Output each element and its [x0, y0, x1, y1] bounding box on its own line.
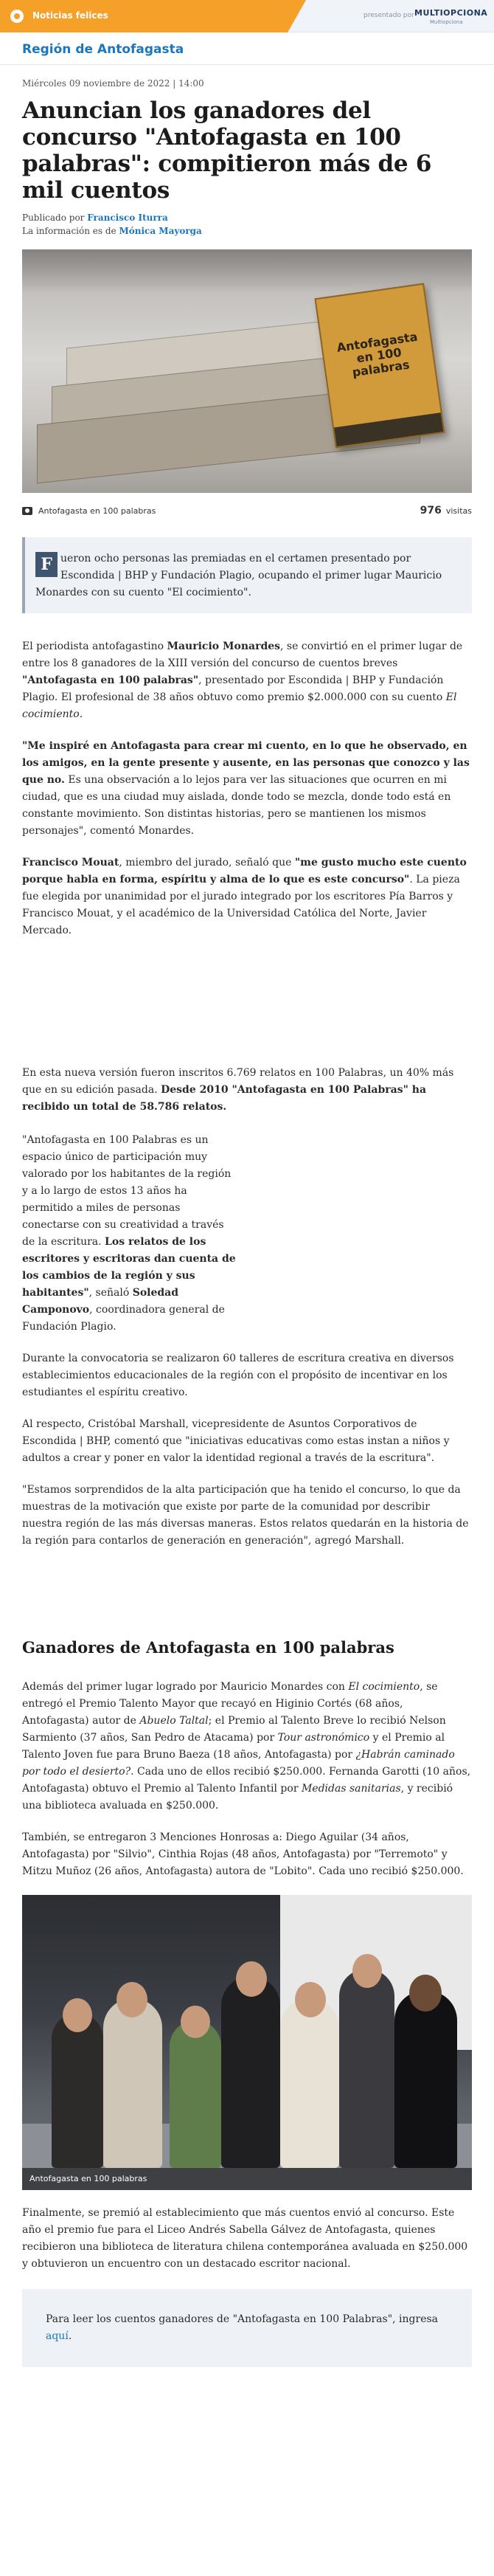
lead-summary	[22, 537, 472, 613]
person	[170, 2020, 221, 2168]
author-link[interactable]: Francisco Iturra	[87, 213, 168, 223]
image-caption-row	[22, 503, 472, 518]
book-title: Antofagasta en 100 palabras	[335, 329, 419, 380]
section-link[interactable]: Región de Antofagasta	[22, 42, 184, 57]
photo-caption: Antofagasta en 100 palabras	[22, 2168, 472, 2190]
paragraph: En esta nueva versión fueron inscritos 6.769 relatos en 100 Palabras, un 40% más que en su edición pasada. Desde 2010 "Antofagasta en 100 Palabras" ha recibido un total de 58.786 relatos.	[22, 1067, 454, 1113]
published-by-label: Publicado por	[22, 213, 85, 223]
byline	[22, 211, 472, 238]
paragraph: "Estamos sorprendidos de la alta participación que ha tenido el concurso, lo que da muestras de la motivación que existe por parte de la comunidad por describir nuestra región de las más diversas maneras. Estos relatos quedarán en la historia de la región para contarlos de generación en generación", agregó Marshall.	[22, 1484, 469, 1547]
person	[394, 1991, 457, 2168]
image-caption: Antofagasta en 100 palabras	[38, 505, 156, 516]
paragraph: Durante la convocatoria se realizaron 60 talleres de escritura creativa en diversos establecimientos educacionales de la región con el propósito de incentivar en los estudiantes el espíritu creativo.	[22, 1353, 454, 1398]
section-heading: Ganadores de Antofagasta en 100 palabras	[22, 1638, 394, 1657]
source-link[interactable]: Mónica Mayorga	[119, 226, 202, 236]
presented-by-label: presentado por	[363, 12, 414, 19]
section-header	[0, 32, 494, 65]
sponsor-logo[interactable]: MULTIOPCIONA	[414, 8, 488, 18]
lead-text: ueron ocho personas las premiadas en el certamen presentado por Escondida | BHP y Fundación Plagio, ocupando el primer lugar Mauricio Monardes con su cuento "El cocimiento".	[35, 553, 442, 598]
read-stories-link[interactable]: aquí	[46, 2330, 69, 2342]
person	[221, 1976, 280, 2168]
book-cover	[314, 283, 445, 449]
paragraph: Francisco Mouat, miembro del jurado, señaló que "me gusto mucho este cuento porque habla en forma, espíritu y alma de lo que es este concurso". La pieza fue elegida por unanimidad por el jurado integrado por los escritores Pía Barros y Francisco Mouat, y el académico de la Universidad Católica del Norte, Javier Mercado.	[22, 857, 467, 936]
person	[339, 1969, 394, 2168]
person	[103, 1998, 162, 2168]
article-date: Miércoles 09 noviembre de 2022 | 14:00	[22, 78, 204, 89]
visits-count: 976	[420, 505, 442, 517]
hero-image	[22, 249, 472, 493]
paragraph: También, se entregaron 3 Menciones Honrosas a: Diego Aguilar (34 años, Antofagasta) por "Silvio", Cinthia Rojas (48 años, Antofagasta) por "Terremoto" y Mitzu Muñoz (26 años, Antofagasta) autora de "Lobito". Cada uno recibió $250.000.	[22, 1831, 464, 1877]
paragraph: Además del primer lugar logrado por Mauricio Monardes con El cocimiento, se entregó el Premio Talento Mayor que recayó en Higinio Cortés (68 años, Antofagasta) autor de Abuelo Taltal; el Premio al Talento Breve lo recibió Nelson Sarmiento (37 años, San Pedro de Atacama) por Tour astronómico y el Premio al Talento Joven fue para Bruno Baeza (18 años, Antofagasta) por ¿Habrán caminado por todo el desierto?. Cada uno de ellos recibió $250.000. Fernanda Garotti (10 años, Antofagasta) obtuvo el Premio al Talento Infantil por Medidas sanitarias, y recibió una biblioteca avaluada en $250.000.	[22, 1681, 471, 1812]
paragraph: "Antofagasta en 100 Palabras es un espacio único de participación muy valorado por los habitantes de la región y a lo largo de estos 13 años ha permitido a miles de personas conectarse con su creatividad a través de la escritura. Los relatos de los escritores y escritoras dan cuenta de los cambios de la región y sus habitantes", señaló Soledad Camponovo, coordinadora general de Fundación Plagio.	[22, 1134, 236, 1333]
person	[52, 2013, 103, 2168]
paragraph: El periodista antofagastino Mauricio Monardes, se convirtió en el primer lugar de entre los 8 ganadores de la XIII versión del concurso de cuentos breves "Antofagasta en 100 palabras", presentado por Escondida | BHP y Fundación Plagio. El profesional de 38 años obtuvo como premio $2.000.000 con su cuento El cocimiento.	[22, 640, 463, 720]
winners-photo	[22, 1895, 472, 2190]
camera-icon	[22, 507, 32, 515]
paragraph: Finalmente, se premió al establecimiento que más cuentos envió al concurso. Este año el premio fue para el Liceo Andrés Sabella Gálvez de Antofagasta, quienes recibieron una biblioteca de literatura chilena contemporánea avaluada en $250.000 y obtuvieron un encuentro con un destacado escritor nacional.	[22, 2207, 468, 2270]
article	[0, 78, 494, 2367]
brand-logo-icon[interactable]	[9, 8, 25, 24]
info-label: La información es de	[22, 226, 116, 236]
visit-counter	[420, 505, 472, 517]
brand-name[interactable]: Noticias felices	[32, 10, 108, 21]
person	[280, 1998, 339, 2168]
visits-label: visitas	[445, 506, 472, 516]
top-bar	[0, 0, 494, 32]
article-title: Anuncian los ganadores del concurso "Antofagasta en 100 palabras": compitieron más de 6 mil cuentos	[22, 97, 432, 204]
paragraph: "Me inspiré en Antofagasta para crear mi cuento, en lo que he observado, en los amigos, en la gente presente y ausente, en las personas que conozco y las que no. Es una observación a lo lejos para ver las situaciones que ocurren en mi ciudad, que es una ciudad muy aislada, donde todo se mezcla, donde todo está en constante movimiento. Son distintas historias, pero se mantienen los mismos personajes", comentó Monardes.	[22, 740, 470, 837]
paragraph: Al respecto, Cristóbal Marshall, vicepresidente de Asuntos Corporativos de Escondida | BHP, comentó que "iniciativas educativas como estas instan a niños y adultos a crear y poner en valor la identidad regional a través de la escritura".	[22, 1418, 450, 1464]
ad-slot	[22, 939, 472, 1050]
drop-cap: F	[35, 552, 58, 577]
read-more-box: Para leer los cuentos ganadores de "Antofagasta en 100 Palabras", ingresa aquí.	[22, 2289, 472, 2367]
sponsor-subtitle: Multiopciona	[430, 19, 463, 25]
